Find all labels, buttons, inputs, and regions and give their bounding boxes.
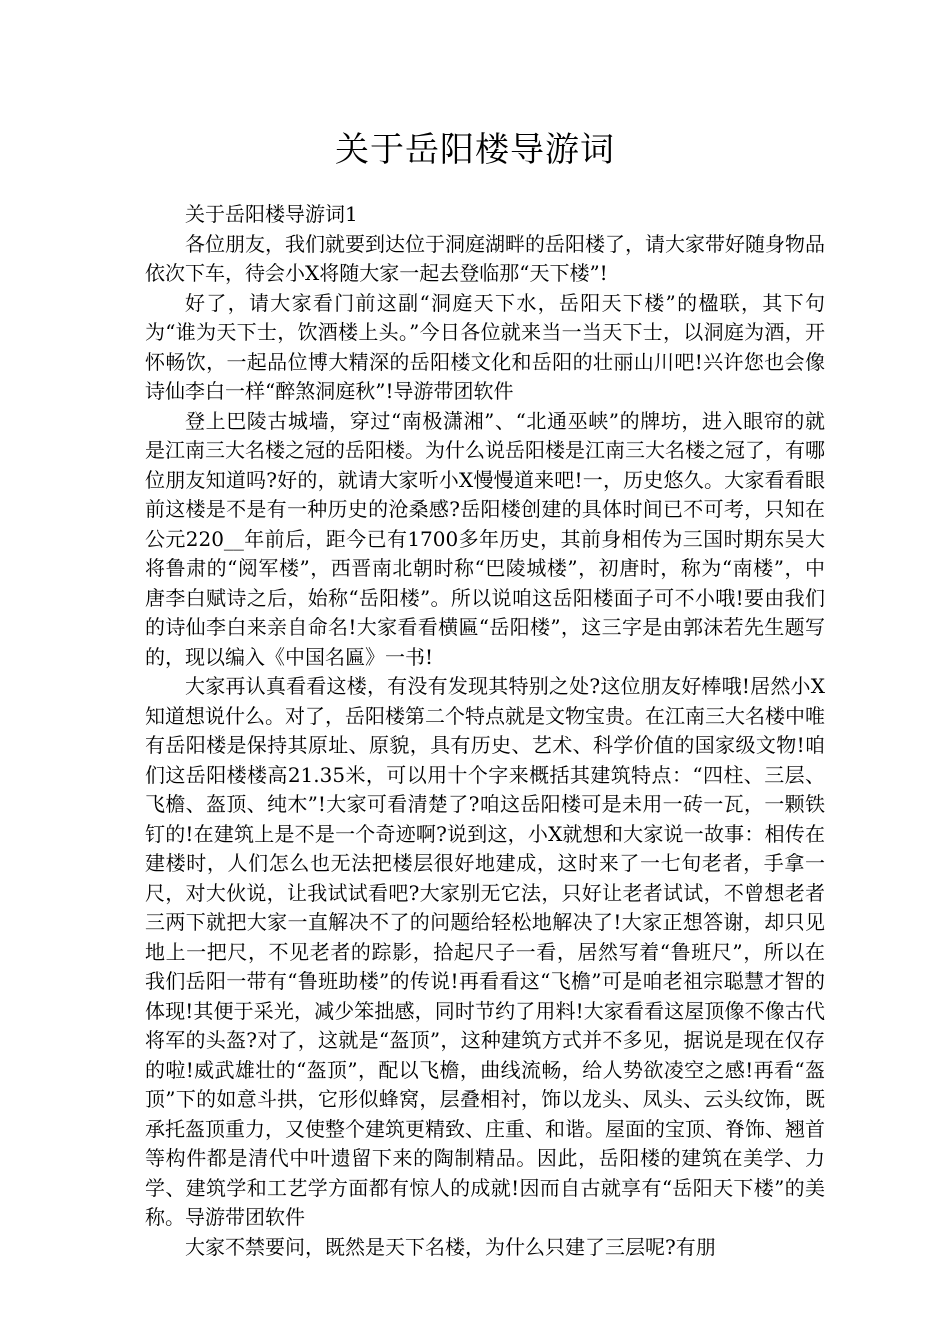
paragraph: 各位朋友，我们就要到达位于洞庭湖畔的岳阳楼了，请大家带好随身物品依次下车，待会小X将随大家一起去登临那“天下楼”! [145, 231, 825, 285]
paragraph: 大家不禁要问，既然是天下名楼，为什么只建了三层呢?有朋 [185, 1234, 716, 1259]
page-title: 关于岳阳楼导游词 [335, 130, 615, 170]
paragraph: 大家再认真看看这楼，有没有发现其特别之处?这位朋友好棒哦!居然小X知道想说什么。对了，岳阳楼第二个特点就是文物宝贵。在江南三大名楼中唯有岳阳楼是保持其原址、原貌，具有历史、艺术、科学价值的国家级文物!咱们这岳阳楼楼高21.35米，可以用十个字来概括其建筑特点：“四柱、三层、飞檐、盔顶、纯木”!大家可看清楚了?咱这岳阳楼可是未用一砖一瓦，一颗铁钉的!在建筑上是不是一个奇迹啊?说到这，小X就想和大家说一故事：相传在建楼时，人们怎么也无法把楼层很好地建成，这时来了一七旬老者，手拿一尺，对大伙说，让我试试看吧?大家别无它法，只好让老者试试，不曾想老者三两下就把大家一直解决不了的问题给轻松地解决了!大家正想答谢，却只见地上一把尺，不见老者的踪影，拾起尺子一看，居然写着“鲁班尺”，所以在我们岳阳一带有“鲁班助楼”的传说!再看看这“飞檐”可是咱老祖宗聪慧才智的体现!其便于采光，减少笨拙感，同时节约了用料!大家看看这屋顶像不像古代将军的头盔?对了，这就是“盔顶”，这种建筑方式并不多见，据说是现在仅存的啦!威武雄壮的“盔顶”，配以飞檐，曲线流畅，给人势欲凌空之感!再看“盔顶”下的如意斗拱，它形似蜂窝，层叠相衬，饰以龙头、凤头、云头纹饰，既承托盔顶重力，又使整个建筑更精致、庄重、和谐。屋面的宝顶、脊饰、翘首等构件都是清代中叶遗留下来的陶制精品。因此，岳阳楼的建筑在美学、力学、建筑学和工艺学方面都有惊人的成就!因而自古就享有“岳阳天下楼”的美称。导游带团软件 [145, 674, 825, 1229]
section-heading: 关于岳阳楼导游词1 [185, 202, 358, 226]
paragraph: 登上巴陵古城墙，穿过“南极潇湘”、“北通巫峡”的牌坊，进入眼帘的就是江南三大名楼之冠的岳阳楼。为什么说岳阳楼是江南三大名楼之冠了，有哪位朋友知道吗?好的，就请大家听小X慢慢道来吧!一，历史悠久。大家看看眼前这楼是不是有一种历史的沧桑感?岳阳楼创建的具体时间已不可考，只知在公元220__年前后，距今已有1700多年历史，其前身相传为三国时期东吴大将鲁肃的“阅军楼”，西晋南北朝时称“巴陵城楼”，初唐时，称为“南楼”，中唐李白赋诗之后，始称“岳阳楼”。所以说咱这岳阳楼面子可不小哦!要由我们的诗仙李白来亲自命名!大家看看横匾“岳阳楼”，这三字是由郭沫若先生题写的，现以编入《中国名匾》一书! [145, 408, 825, 669]
paragraph: 好了，请大家看门前这副“洞庭天下水，岳阳天下楼”的楹联，其下句为“谁为天下士，饮酒楼上头。”今日各位就来当一当天下士，以洞庭为酒，开怀畅饮，一起品位博大精深的岳阳楼文化和岳阳的壮丽山川吧!兴许您也会像诗仙李白一样“醉煞洞庭秋”!导游带团软件 [145, 290, 825, 403]
document-body [145, 200, 825, 1262]
